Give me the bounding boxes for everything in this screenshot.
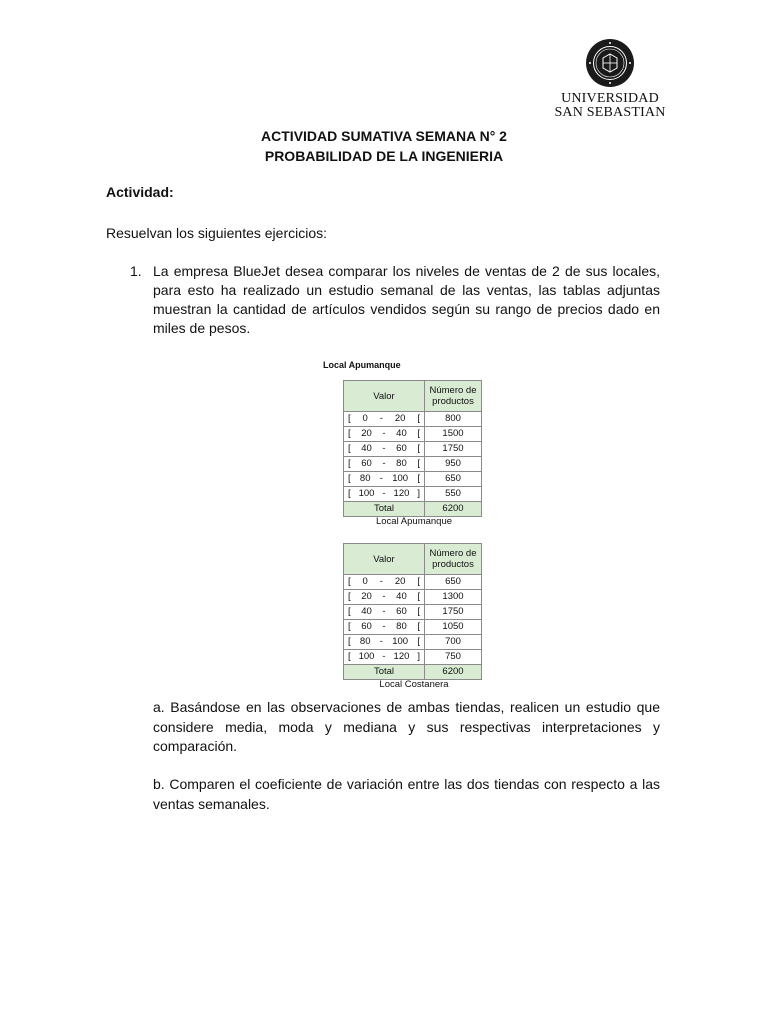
range-close: [ [417, 458, 420, 469]
range-dash: - [379, 413, 383, 424]
range-lo: 20 [361, 428, 372, 439]
table-header-row [344, 381, 482, 412]
range-lo: 80 [359, 473, 371, 484]
range-lo: 0 [362, 413, 368, 424]
range-close: ] [417, 488, 420, 499]
header-valor: Valor [344, 381, 425, 412]
range-hi: 80 [396, 621, 407, 632]
range-hi: 100 [392, 473, 409, 484]
frequency-table-costanera [343, 543, 482, 680]
table-row [344, 427, 482, 442]
range-cell [344, 620, 425, 635]
count-cell: 950 [425, 457, 482, 472]
table-row [344, 457, 482, 472]
range-open: [ [348, 443, 351, 454]
logo-line-1: UNIVERSIDAD [561, 91, 659, 106]
table-row [344, 487, 482, 502]
range-cell [344, 605, 425, 620]
range-hi: 60 [396, 443, 407, 454]
range-open: [ [348, 651, 351, 662]
range-open: [ [348, 413, 351, 424]
range-hi: 40 [396, 428, 407, 439]
range-cell [344, 472, 425, 487]
total-label: Total [344, 665, 425, 680]
total-value: 6200 [425, 502, 482, 517]
logo-line-2: SAN SEBASTIAN [554, 105, 666, 120]
range-open: [ [348, 606, 351, 617]
range-dash: - [379, 576, 383, 587]
range-open: [ [348, 576, 351, 587]
table-row [344, 620, 482, 635]
range-dash: - [382, 606, 386, 617]
range-cell [344, 442, 425, 457]
count-cell: 800 [425, 412, 482, 427]
range-dash: - [382, 488, 386, 499]
count-cell: 650 [425, 472, 482, 487]
range-cell [344, 635, 425, 650]
range-cell [344, 457, 425, 472]
range-lo: 40 [361, 443, 372, 454]
count-cell: 650 [425, 575, 482, 590]
university-logo [548, 38, 672, 120]
range-lo: 100 [358, 488, 375, 499]
activity-heading: Actividad: [106, 184, 174, 200]
range-hi: 20 [394, 413, 406, 424]
range-close: [ [417, 636, 420, 647]
range-cell [344, 412, 425, 427]
range-close: [ [417, 621, 420, 632]
range-lo: 20 [361, 591, 372, 602]
table1-label: Local Apumanque [323, 360, 401, 370]
count-cell: 550 [425, 487, 482, 502]
table-row [344, 605, 482, 620]
range-hi: 40 [396, 591, 407, 602]
header-count: Número de productos [425, 381, 482, 412]
question-a: a. Basándose en las observaciones de ambas tiendas, realicen un estudio que considere media, moda y mediana y sus respectivas interpretaciones y comparación. [153, 699, 660, 754]
range-hi: 60 [396, 606, 407, 617]
header-valor: Valor [344, 544, 425, 575]
table-total-row [344, 502, 482, 517]
range-cell [344, 590, 425, 605]
table1-caption: Local Apumanque [375, 516, 453, 527]
range-open: [ [348, 621, 351, 632]
range-open: [ [348, 591, 351, 602]
total-value: 6200 [425, 665, 482, 680]
range-dash: - [382, 428, 386, 439]
range-close: [ [417, 473, 420, 484]
range-open: [ [348, 636, 351, 647]
range-close: [ [417, 443, 420, 454]
range-close: [ [417, 606, 420, 617]
range-hi: 100 [392, 636, 409, 647]
table-row [344, 575, 482, 590]
table-row [344, 472, 482, 487]
range-hi: 20 [394, 576, 406, 587]
range-dash: - [382, 651, 386, 662]
count-cell: 1300 [425, 590, 482, 605]
count-cell: 750 [425, 650, 482, 665]
table-row [344, 635, 482, 650]
table-header-row [344, 544, 482, 575]
total-label: Total [344, 502, 425, 517]
count-cell: 1750 [425, 605, 482, 620]
range-lo: 80 [359, 636, 371, 647]
range-lo: 40 [361, 606, 372, 617]
range-dash: - [382, 621, 386, 632]
university-seal-icon [585, 38, 635, 88]
range-cell [344, 575, 425, 590]
range-lo: 0 [362, 576, 368, 587]
range-open: [ [348, 488, 351, 499]
range-dash: - [382, 591, 386, 602]
frequency-table-apumanque [343, 380, 482, 517]
item-text: La empresa BlueJet desea comparar los niveles de ventas de 2 de sus locales, para esto ha realizado un estudio semanal de las ventas, las tablas adjuntas muestran la cantidad de artículos vendidos según su rango de precios dado en miles de pesos. [153, 263, 660, 336]
range-lo: 100 [358, 651, 375, 662]
range-hi: 80 [396, 458, 407, 469]
range-close: [ [417, 413, 420, 424]
range-open: [ [348, 428, 351, 439]
count-cell: 1050 [425, 620, 482, 635]
range-close: [ [417, 428, 420, 439]
range-hi: 120 [393, 651, 410, 662]
range-close: ] [417, 651, 420, 662]
range-hi: 120 [393, 488, 410, 499]
document-subtitle: PROBABILIDAD DE LA INGENIERIA [264, 148, 504, 164]
table-total-row [344, 665, 482, 680]
question-b: b. Comparen el coeficiente de variación entre las dos tiendas con respecto a las ventas semanales. [153, 776, 660, 812]
count-cell: 1500 [425, 427, 482, 442]
range-dash: - [379, 636, 383, 647]
range-dash: - [382, 443, 386, 454]
range-cell [344, 650, 425, 665]
header-count: Número de productos [425, 544, 482, 575]
range-dash: - [379, 473, 383, 484]
range-open: [ [348, 458, 351, 469]
range-lo: 60 [361, 621, 372, 632]
range-open: [ [348, 473, 351, 484]
range-cell [344, 427, 425, 442]
count-cell: 1750 [425, 442, 482, 457]
range-lo: 60 [361, 458, 372, 469]
table-row [344, 650, 482, 665]
intro-text: Resuelvan los siguientes ejercicios: [106, 225, 327, 241]
range-close: [ [417, 576, 420, 587]
document-title: ACTIVIDAD SUMATIVA SEMANA N° 2 [261, 128, 507, 144]
count-cell: 700 [425, 635, 482, 650]
table-row [344, 442, 482, 457]
table-row [344, 590, 482, 605]
range-close: [ [417, 591, 420, 602]
range-dash: - [382, 458, 386, 469]
table2-caption: Local Costanera [379, 679, 449, 690]
item-number: 1. [130, 263, 142, 279]
range-cell [344, 487, 425, 502]
table-row [344, 412, 482, 427]
